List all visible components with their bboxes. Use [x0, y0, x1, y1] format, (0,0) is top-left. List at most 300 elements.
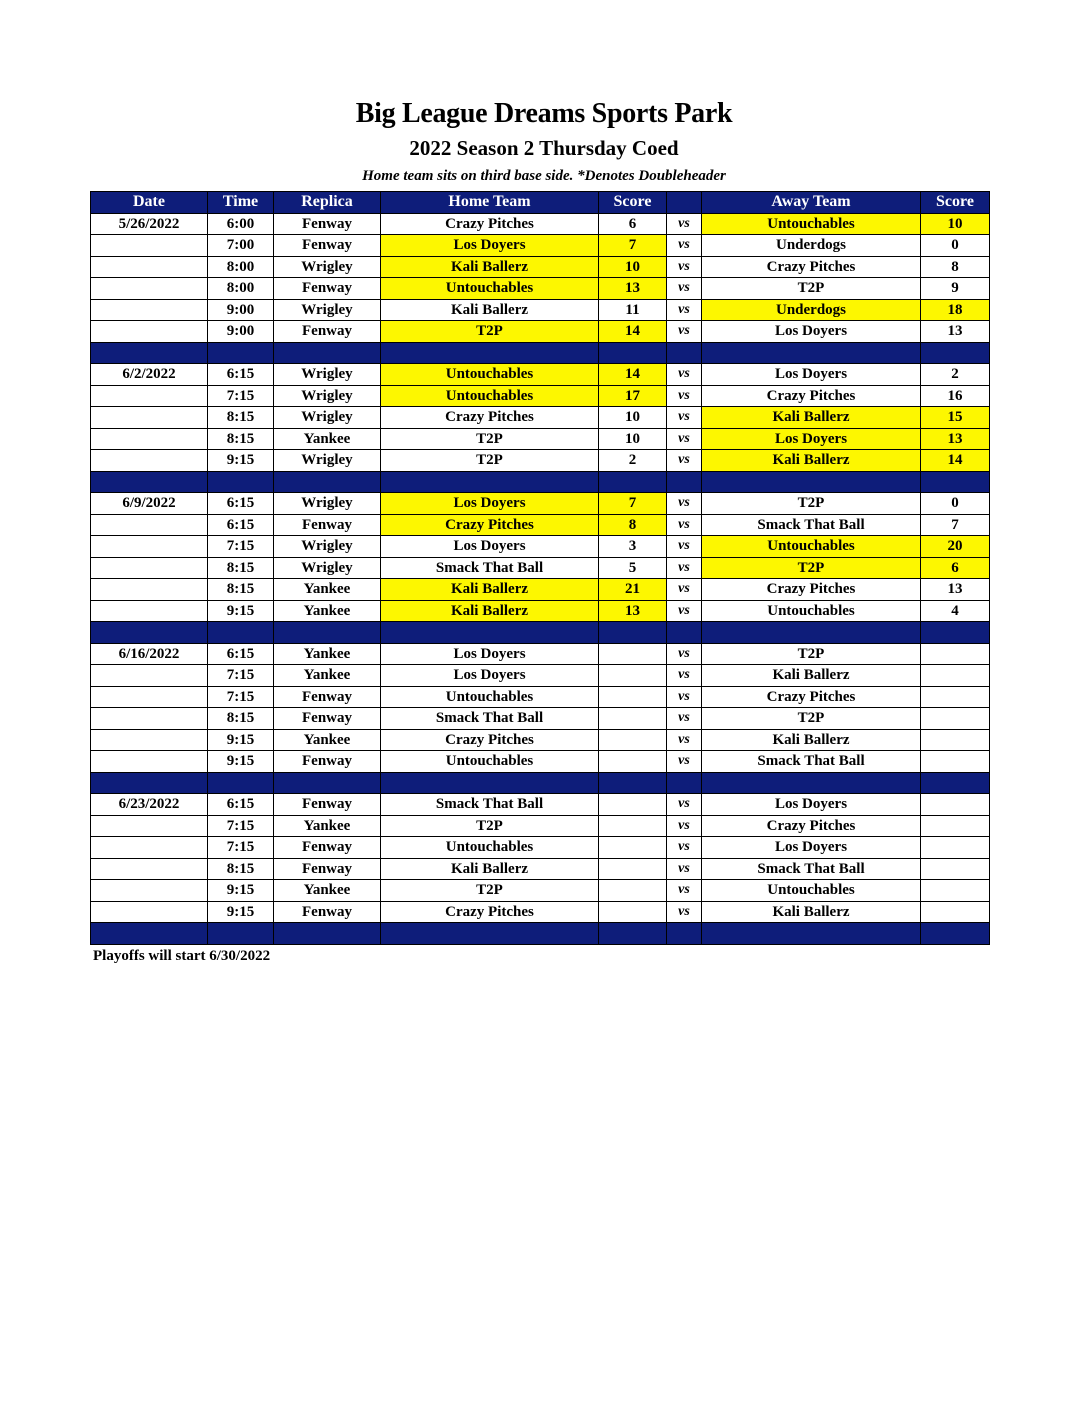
- separator-cell: [208, 471, 274, 493]
- home-team: Los Doyers: [381, 235, 599, 257]
- game-field: Fenway: [274, 837, 381, 859]
- home-score: 5: [599, 557, 667, 579]
- away-team: T2P: [702, 708, 921, 730]
- home-score: [599, 794, 667, 816]
- away-score: 4: [921, 600, 990, 622]
- away-team: Kali Ballerz: [702, 407, 921, 429]
- home-score: 2: [599, 450, 667, 472]
- home-team: Smack That Ball: [381, 794, 599, 816]
- table-row: [91, 643, 990, 665]
- game-time: 8:15: [208, 407, 274, 429]
- away-score: 0: [921, 493, 990, 515]
- away-team: Crazy Pitches: [702, 815, 921, 837]
- game-date: [91, 514, 208, 536]
- game-time: 8:15: [208, 557, 274, 579]
- away-team: T2P: [702, 278, 921, 300]
- week-separator-row: [91, 923, 990, 945]
- away-team: T2P: [702, 557, 921, 579]
- separator-cell: [208, 622, 274, 644]
- game-date: [91, 815, 208, 837]
- game-time: 7:15: [208, 665, 274, 687]
- home-team: Untouchables: [381, 686, 599, 708]
- table-row: [91, 729, 990, 751]
- away-score: 13: [921, 321, 990, 343]
- separator-cell: [91, 471, 208, 493]
- table-row: [91, 708, 990, 730]
- away-score: 14: [921, 450, 990, 472]
- separator-cell: [599, 342, 667, 364]
- away-score: [921, 901, 990, 923]
- home-team: Crazy Pitches: [381, 407, 599, 429]
- separator-cell: [921, 471, 990, 493]
- separator-cell: [702, 622, 921, 644]
- home-score: 3: [599, 536, 667, 558]
- away-team: Los Doyers: [702, 428, 921, 450]
- home-team: Kali Ballerz: [381, 256, 599, 278]
- game-field: Fenway: [274, 794, 381, 816]
- game-date: 6/2/2022: [91, 364, 208, 386]
- col-header-replica: Replica: [274, 192, 381, 214]
- away-score: 20: [921, 536, 990, 558]
- game-date: [91, 686, 208, 708]
- away-team: Crazy Pitches: [702, 686, 921, 708]
- table-row: [91, 321, 990, 343]
- away-team: Smack That Ball: [702, 858, 921, 880]
- game-time: 6:15: [208, 794, 274, 816]
- away-score: 8: [921, 256, 990, 278]
- away-team: Untouchables: [702, 536, 921, 558]
- away-team: Kali Ballerz: [702, 665, 921, 687]
- home-score: [599, 643, 667, 665]
- home-score: [599, 837, 667, 859]
- away-score: [921, 794, 990, 816]
- vs-label: vs: [667, 815, 702, 837]
- away-score: [921, 751, 990, 773]
- game-time: 7:15: [208, 385, 274, 407]
- game-date: [91, 428, 208, 450]
- game-field: Fenway: [274, 278, 381, 300]
- separator-cell: [702, 471, 921, 493]
- home-team: Crazy Pitches: [381, 514, 599, 536]
- game-date: [91, 600, 208, 622]
- away-score: 10: [921, 213, 990, 235]
- away-score: [921, 837, 990, 859]
- playoffs-note: Playoffs will start 6/30/2022: [93, 948, 271, 964]
- home-team: Kali Ballerz: [381, 579, 599, 601]
- away-team: Underdogs: [702, 299, 921, 321]
- separator-cell: [667, 471, 702, 493]
- vs-label: vs: [667, 407, 702, 429]
- separator-cell: [599, 622, 667, 644]
- game-time: 8:15: [208, 428, 274, 450]
- separator-cell: [381, 772, 599, 794]
- separator-cell: [381, 622, 599, 644]
- game-time: 7:15: [208, 536, 274, 558]
- table-row: [91, 665, 990, 687]
- home-team: T2P: [381, 815, 599, 837]
- vs-label: vs: [667, 299, 702, 321]
- home-team: Untouchables: [381, 837, 599, 859]
- page-subtitle: 2022 Season 2 Thursday Coed: [409, 136, 679, 160]
- separator-cell: [667, 923, 702, 945]
- table-row: [91, 278, 990, 300]
- away-team: Crazy Pitches: [702, 579, 921, 601]
- away-score: [921, 643, 990, 665]
- home-team: Crazy Pitches: [381, 729, 599, 751]
- home-score: [599, 815, 667, 837]
- game-field: Yankee: [274, 880, 381, 902]
- col-header-away-score: Score: [921, 192, 990, 214]
- game-time: 9:15: [208, 600, 274, 622]
- game-time: 6:15: [208, 514, 274, 536]
- vs-label: vs: [667, 579, 702, 601]
- home-score: 7: [599, 493, 667, 515]
- away-score: [921, 729, 990, 751]
- week-separator-row: [91, 342, 990, 364]
- home-team: Untouchables: [381, 385, 599, 407]
- vs-label: vs: [667, 837, 702, 859]
- vs-label: vs: [667, 858, 702, 880]
- game-date: [91, 299, 208, 321]
- home-team: Los Doyers: [381, 643, 599, 665]
- game-field: Wrigley: [274, 299, 381, 321]
- vs-label: vs: [667, 321, 702, 343]
- separator-cell: [381, 342, 599, 364]
- game-date: [91, 407, 208, 429]
- vs-label: vs: [667, 450, 702, 472]
- table-row: [91, 557, 990, 579]
- home-score: 11: [599, 299, 667, 321]
- vs-label: vs: [667, 880, 702, 902]
- game-field: Fenway: [274, 901, 381, 923]
- vs-label: vs: [667, 493, 702, 515]
- vs-label: vs: [667, 514, 702, 536]
- away-team: T2P: [702, 493, 921, 515]
- game-time: 8:15: [208, 858, 274, 880]
- home-score: [599, 858, 667, 880]
- away-score: 15: [921, 407, 990, 429]
- separator-cell: [599, 923, 667, 945]
- game-date: [91, 385, 208, 407]
- game-date: [91, 536, 208, 558]
- separator-cell: [91, 923, 208, 945]
- home-score: 13: [599, 600, 667, 622]
- game-time: 9:15: [208, 450, 274, 472]
- game-field: Fenway: [274, 213, 381, 235]
- vs-label: vs: [667, 364, 702, 386]
- vs-label: vs: [667, 665, 702, 687]
- game-time: 9:15: [208, 751, 274, 773]
- away-team: Kali Ballerz: [702, 729, 921, 751]
- vs-label: vs: [667, 686, 702, 708]
- away-score: [921, 708, 990, 730]
- separator-cell: [702, 772, 921, 794]
- away-score: 2: [921, 364, 990, 386]
- separator-cell: [274, 622, 381, 644]
- home-score: 14: [599, 321, 667, 343]
- home-score: [599, 729, 667, 751]
- vs-label: vs: [667, 600, 702, 622]
- home-team: Los Doyers: [381, 493, 599, 515]
- vs-label: vs: [667, 428, 702, 450]
- game-date: [91, 557, 208, 579]
- table-row: [91, 364, 990, 386]
- game-time: 7:15: [208, 815, 274, 837]
- col-header-away-team: Away Team: [702, 192, 921, 214]
- home-team: Crazy Pitches: [381, 213, 599, 235]
- game-time: 6:15: [208, 493, 274, 515]
- game-field: Fenway: [274, 514, 381, 536]
- separator-cell: [274, 772, 381, 794]
- game-date: [91, 256, 208, 278]
- away-score: 9: [921, 278, 990, 300]
- week-separator-row: [91, 622, 990, 644]
- game-field: Fenway: [274, 686, 381, 708]
- separator-cell: [667, 772, 702, 794]
- home-score: [599, 686, 667, 708]
- game-date: 6/16/2022: [91, 643, 208, 665]
- home-team: Kali Ballerz: [381, 858, 599, 880]
- game-date: [91, 901, 208, 923]
- home-team: Untouchables: [381, 278, 599, 300]
- separator-cell: [91, 342, 208, 364]
- game-field: Yankee: [274, 729, 381, 751]
- table-row: [91, 256, 990, 278]
- game-time: 9:15: [208, 729, 274, 751]
- away-score: [921, 858, 990, 880]
- home-team: T2P: [381, 321, 599, 343]
- home-score: 10: [599, 256, 667, 278]
- away-score: 6: [921, 557, 990, 579]
- col-header-home-team: Home Team: [381, 192, 599, 214]
- game-date: [91, 858, 208, 880]
- game-date: [91, 708, 208, 730]
- game-field: Yankee: [274, 665, 381, 687]
- away-team: Untouchables: [702, 600, 921, 622]
- game-time: 7:15: [208, 837, 274, 859]
- game-time: 9:00: [208, 299, 274, 321]
- home-score: [599, 708, 667, 730]
- home-team: Kali Ballerz: [381, 600, 599, 622]
- game-field: Wrigley: [274, 493, 381, 515]
- away-team: Crazy Pitches: [702, 256, 921, 278]
- home-team: Smack That Ball: [381, 557, 599, 579]
- page-title: Big League Dreams Sports Park: [355, 98, 733, 129]
- home-team: Los Doyers: [381, 665, 599, 687]
- game-field: Wrigley: [274, 385, 381, 407]
- table-row: [91, 686, 990, 708]
- away-team: Los Doyers: [702, 837, 921, 859]
- home-score: [599, 751, 667, 773]
- away-team: Kali Ballerz: [702, 901, 921, 923]
- separator-cell: [274, 342, 381, 364]
- game-date: 6/9/2022: [91, 493, 208, 515]
- game-time: 9:00: [208, 321, 274, 343]
- col-header-home-score: Score: [599, 192, 667, 214]
- away-team: Kali Ballerz: [702, 450, 921, 472]
- home-team: Untouchables: [381, 751, 599, 773]
- game-field: Wrigley: [274, 536, 381, 558]
- separator-cell: [91, 772, 208, 794]
- game-field: Wrigley: [274, 364, 381, 386]
- vs-label: vs: [667, 751, 702, 773]
- table-row: [91, 794, 990, 816]
- table-row: [91, 213, 990, 235]
- table-row: [91, 815, 990, 837]
- table-row: [91, 837, 990, 859]
- week-separator-row: [91, 471, 990, 493]
- away-team: Smack That Ball: [702, 751, 921, 773]
- vs-label: vs: [667, 643, 702, 665]
- game-time: 6:15: [208, 643, 274, 665]
- game-time: 6:00: [208, 213, 274, 235]
- separator-cell: [208, 923, 274, 945]
- game-time: 9:15: [208, 880, 274, 902]
- vs-label: vs: [667, 901, 702, 923]
- vs-label: vs: [667, 794, 702, 816]
- game-time: 6:15: [208, 364, 274, 386]
- away-score: 13: [921, 579, 990, 601]
- game-date: [91, 837, 208, 859]
- home-score: 8: [599, 514, 667, 536]
- game-field: Yankee: [274, 600, 381, 622]
- separator-cell: [208, 342, 274, 364]
- game-field: Yankee: [274, 579, 381, 601]
- game-time: 8:00: [208, 278, 274, 300]
- week-separator-row: [91, 772, 990, 794]
- separator-cell: [381, 471, 599, 493]
- game-date: [91, 729, 208, 751]
- game-date: 5/26/2022: [91, 213, 208, 235]
- vs-label: vs: [667, 213, 702, 235]
- separator-cell: [921, 622, 990, 644]
- table-header-row: [91, 192, 990, 214]
- game-time: 7:00: [208, 235, 274, 257]
- home-score: 17: [599, 385, 667, 407]
- home-score: [599, 880, 667, 902]
- table-row: [91, 450, 990, 472]
- separator-cell: [599, 772, 667, 794]
- home-team: T2P: [381, 880, 599, 902]
- separator-cell: [667, 622, 702, 644]
- away-team: Smack That Ball: [702, 514, 921, 536]
- game-field: Fenway: [274, 858, 381, 880]
- game-field: Yankee: [274, 643, 381, 665]
- vs-label: vs: [667, 708, 702, 730]
- table-row: [91, 299, 990, 321]
- separator-cell: [91, 622, 208, 644]
- home-score: [599, 665, 667, 687]
- schedule-table: [90, 191, 990, 945]
- separator-cell: [921, 342, 990, 364]
- away-team: Untouchables: [702, 880, 921, 902]
- game-field: Fenway: [274, 708, 381, 730]
- schedule-body: [91, 213, 990, 944]
- home-team: T2P: [381, 450, 599, 472]
- game-date: 6/23/2022: [91, 794, 208, 816]
- table-row: [91, 235, 990, 257]
- game-field: Fenway: [274, 321, 381, 343]
- away-team: Crazy Pitches: [702, 385, 921, 407]
- away-score: 16: [921, 385, 990, 407]
- home-team: Crazy Pitches: [381, 901, 599, 923]
- home-score: 14: [599, 364, 667, 386]
- game-time: 7:15: [208, 686, 274, 708]
- game-time: 8:15: [208, 708, 274, 730]
- vs-label: vs: [667, 536, 702, 558]
- away-score: 0: [921, 235, 990, 257]
- vs-label: vs: [667, 256, 702, 278]
- separator-cell: [274, 923, 381, 945]
- home-score: 10: [599, 407, 667, 429]
- table-row: [91, 858, 990, 880]
- game-date: [91, 751, 208, 773]
- game-date: [91, 235, 208, 257]
- separator-cell: [667, 342, 702, 364]
- home-score: 7: [599, 235, 667, 257]
- away-team: Los Doyers: [702, 364, 921, 386]
- col-header-time: Time: [208, 192, 274, 214]
- separator-cell: [208, 772, 274, 794]
- game-date: [91, 665, 208, 687]
- away-team: Underdogs: [702, 235, 921, 257]
- away-score: [921, 665, 990, 687]
- game-field: Wrigley: [274, 407, 381, 429]
- separator-cell: [921, 923, 990, 945]
- table-row: [91, 880, 990, 902]
- away-score: 7: [921, 514, 990, 536]
- table-row: [91, 514, 990, 536]
- away-team: Untouchables: [702, 213, 921, 235]
- vs-label: vs: [667, 235, 702, 257]
- game-field: Yankee: [274, 815, 381, 837]
- game-date: [91, 450, 208, 472]
- separator-cell: [599, 471, 667, 493]
- home-score: [599, 901, 667, 923]
- game-field: Fenway: [274, 751, 381, 773]
- table-row: [91, 536, 990, 558]
- away-score: [921, 815, 990, 837]
- game-date: [91, 278, 208, 300]
- vs-label: vs: [667, 557, 702, 579]
- away-team: Los Doyers: [702, 321, 921, 343]
- separator-cell: [702, 923, 921, 945]
- game-time: 8:15: [208, 579, 274, 601]
- table-row: [91, 428, 990, 450]
- home-team: Untouchables: [381, 364, 599, 386]
- game-field: Fenway: [274, 235, 381, 257]
- table-row: [91, 600, 990, 622]
- game-time: 8:00: [208, 256, 274, 278]
- away-score: [921, 686, 990, 708]
- game-time: 9:15: [208, 901, 274, 923]
- table-row: [91, 493, 990, 515]
- home-score: 6: [599, 213, 667, 235]
- game-date: [91, 579, 208, 601]
- vs-label: vs: [667, 729, 702, 751]
- away-score: [921, 880, 990, 902]
- game-field: Wrigley: [274, 557, 381, 579]
- away-score: 13: [921, 428, 990, 450]
- separator-cell: [381, 923, 599, 945]
- away-team: T2P: [702, 643, 921, 665]
- game-field: Wrigley: [274, 256, 381, 278]
- home-score: 21: [599, 579, 667, 601]
- home-team: Kali Ballerz: [381, 299, 599, 321]
- table-row: [91, 901, 990, 923]
- game-date: [91, 321, 208, 343]
- vs-label: vs: [667, 385, 702, 407]
